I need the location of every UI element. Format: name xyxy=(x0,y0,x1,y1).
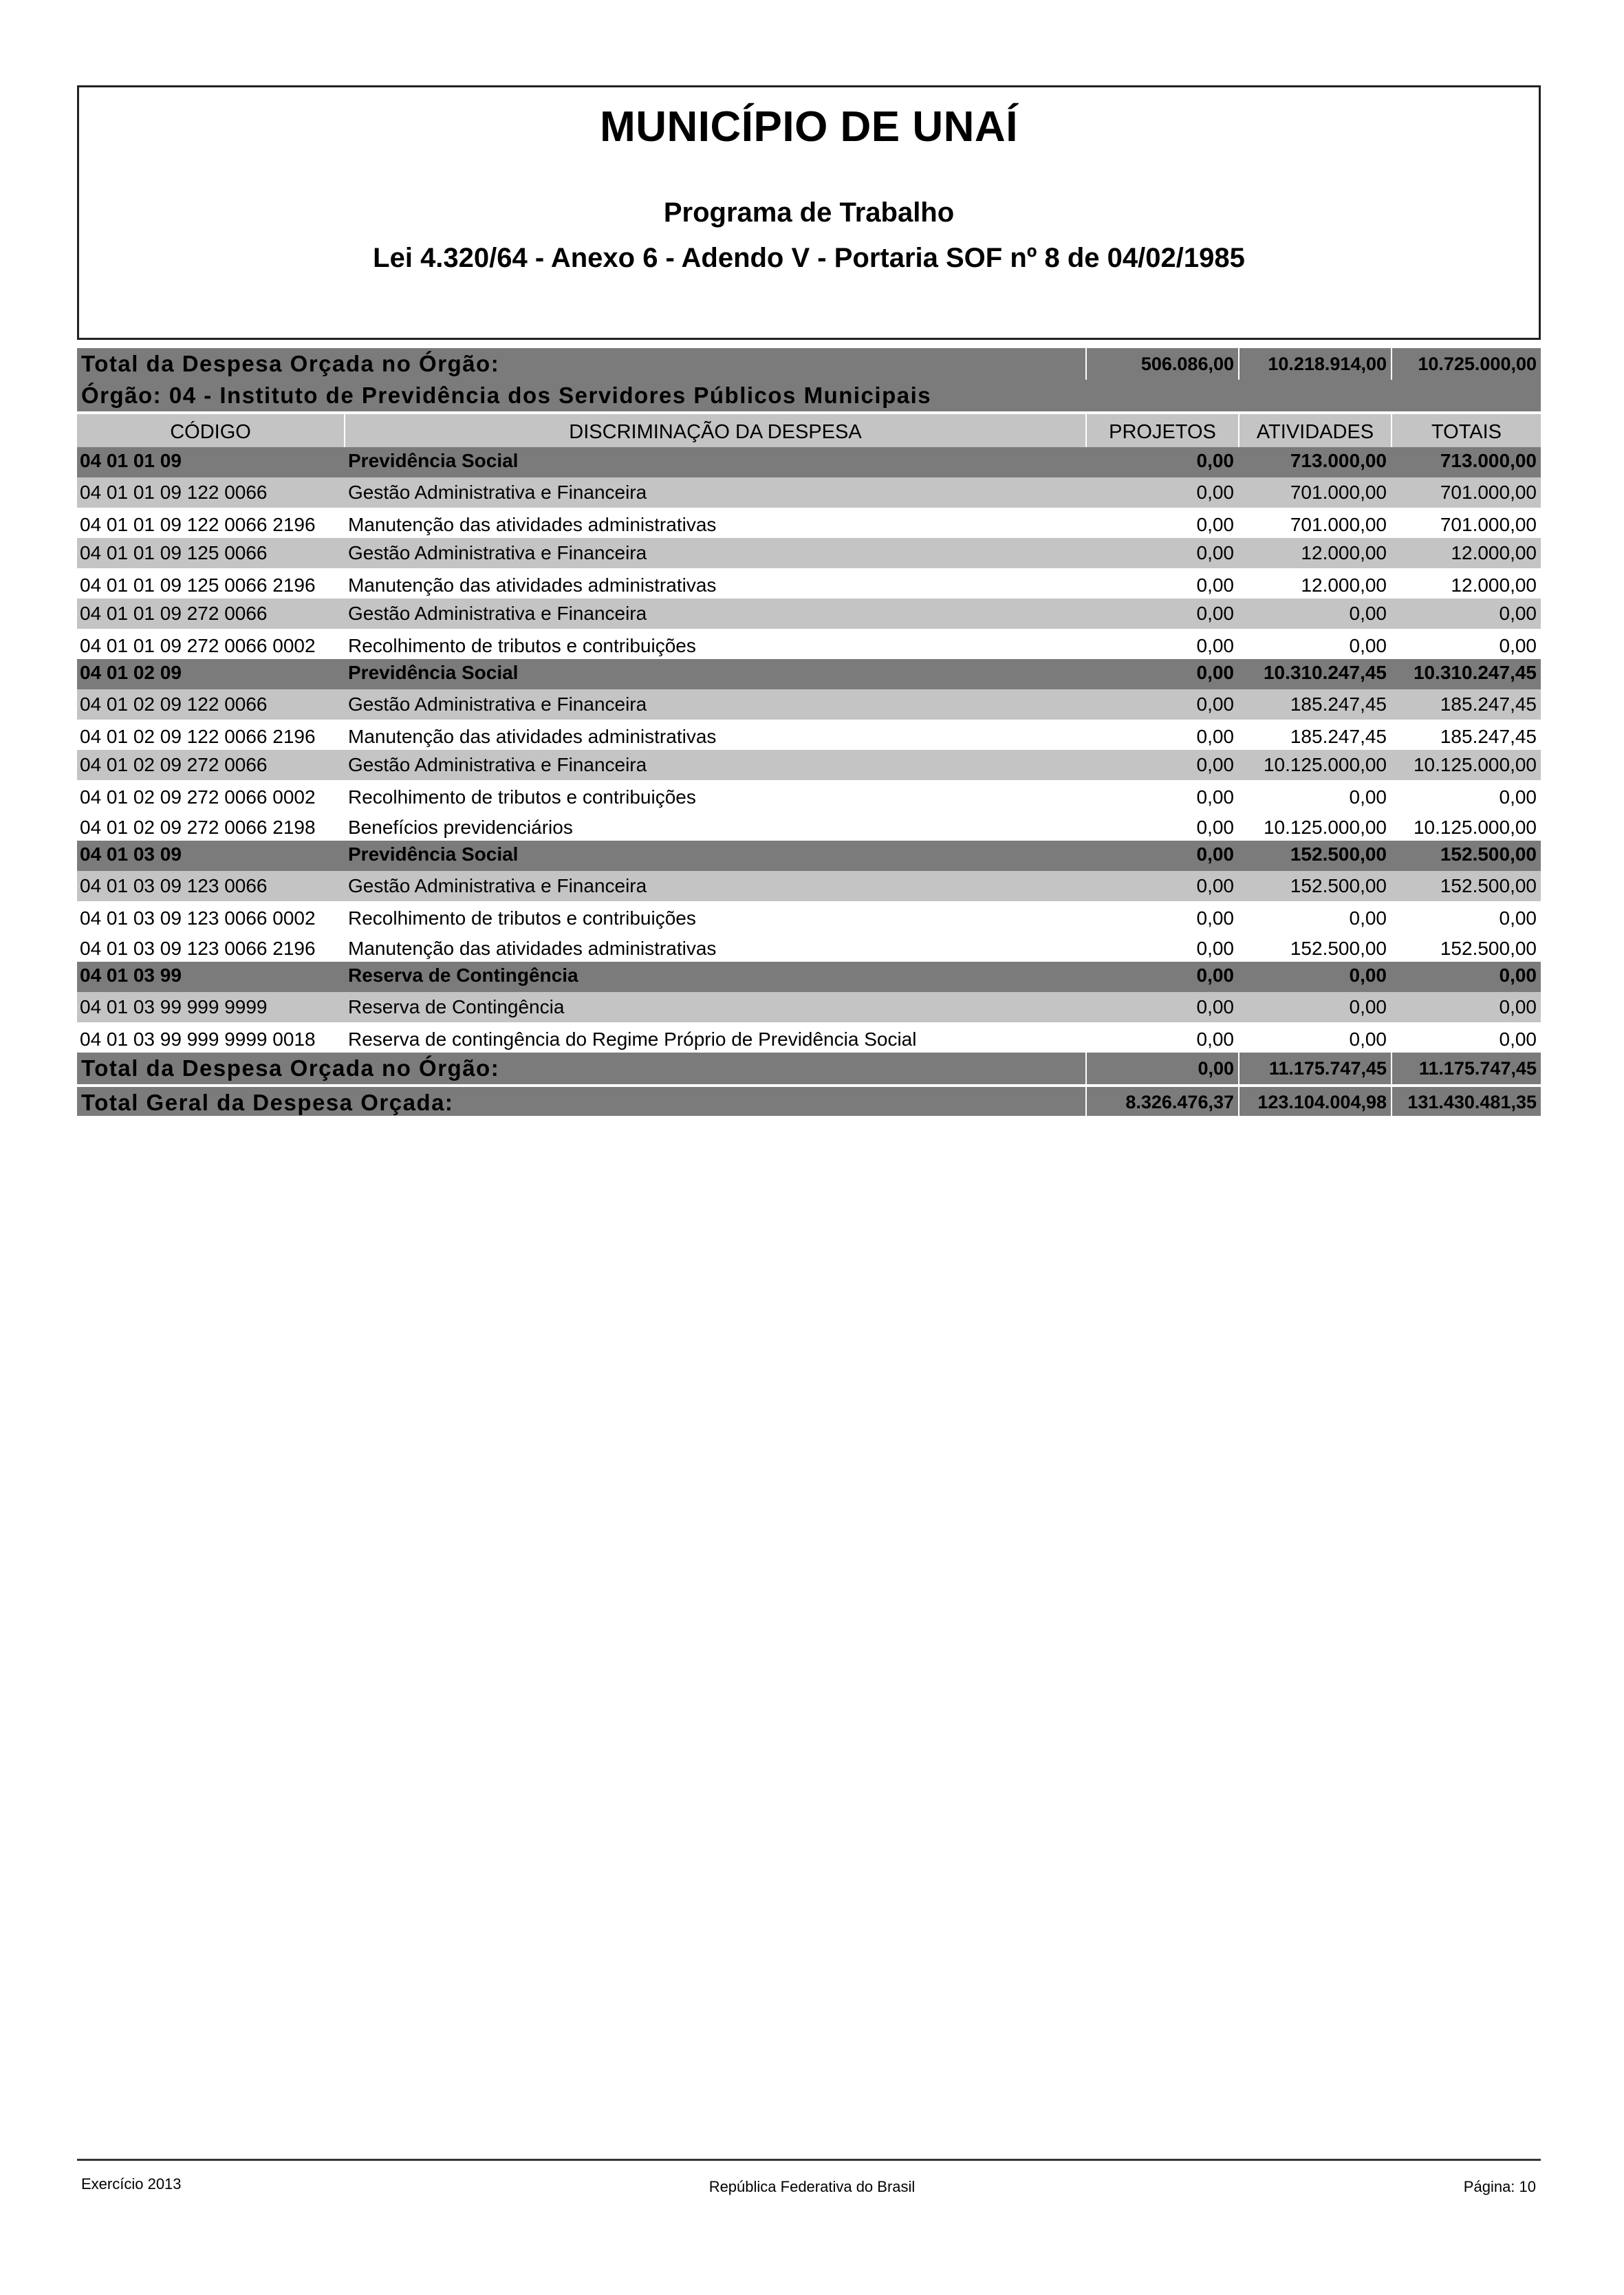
row-code: 04 01 03 99 xyxy=(80,965,182,986)
row-description: Gestão Administrativa e Financeira xyxy=(348,603,647,624)
row-description: Gestão Administrativa e Financeira xyxy=(348,875,647,896)
row-description: Manutenção das atividades administrativas xyxy=(348,938,717,959)
total-geral-atividades: 123.104.004,98 xyxy=(1238,1087,1391,1116)
row-description: Manutenção das atividades administrativas xyxy=(348,514,717,535)
row-atividades: 701.000,00 xyxy=(1290,514,1387,535)
row-code: 04 01 02 09 122 0066 xyxy=(80,693,268,715)
row-code: 04 01 01 09 122 0066 xyxy=(80,482,268,503)
footer-exercicio: Exercício 2013 xyxy=(81,2175,182,2192)
total-orgao-totais: 10.725.000,00 xyxy=(1391,348,1541,380)
row-projetos: 0,00 xyxy=(1196,754,1234,775)
table-row xyxy=(77,992,1541,1022)
orgao-label: Órgão: 04 - Instituto de Previdência dos Servidores Públicos Municipais xyxy=(81,383,932,408)
total-geral-row xyxy=(77,1084,1541,1116)
row-totais: 0,00 xyxy=(1499,786,1537,808)
row-code: 04 01 02 09 272 0066 0002 xyxy=(80,786,316,808)
row-code: 04 01 02 09 xyxy=(80,662,182,683)
row-totais: 12.000,00 xyxy=(1451,542,1537,563)
row-description: Recolhimento de tributos e contribuições xyxy=(348,786,696,808)
table-row xyxy=(77,568,1541,599)
row-totais: 10.125.000,00 xyxy=(1413,817,1537,838)
total-geral-label: Total Geral da Despesa Orçada: xyxy=(81,1090,454,1115)
total-geral-projetos: 8.326.476,37 xyxy=(1085,1087,1238,1116)
orgao-row xyxy=(77,380,1541,411)
total-orgao-projetos: 0,00 xyxy=(1085,1053,1238,1084)
row-totais: 0,00 xyxy=(1499,907,1537,929)
row-totais: 0,00 xyxy=(1499,635,1537,656)
row-description: Benefícios previdenciários xyxy=(348,817,573,838)
row-projetos: 0,00 xyxy=(1196,635,1234,656)
row-projetos: 0,00 xyxy=(1196,907,1234,929)
row-atividades: 10.125.000,00 xyxy=(1263,817,1387,838)
row-code: 04 01 03 09 123 0066 2196 xyxy=(80,938,316,959)
table-row xyxy=(77,841,1541,871)
col-header-totais: TOTAIS xyxy=(1391,414,1541,447)
row-totais: 713.000,00 xyxy=(1440,450,1537,471)
row-code: 04 01 03 09 xyxy=(80,843,182,865)
row-totais: 185.247,45 xyxy=(1440,693,1537,715)
row-atividades: 152.500,00 xyxy=(1290,843,1387,865)
table-row xyxy=(77,780,1541,810)
table-row xyxy=(77,689,1541,720)
row-code: 04 01 03 99 999 9999 xyxy=(80,996,268,1017)
row-description: Recolhimento de tributos e contribuições xyxy=(348,907,696,929)
row-atividades: 185.247,45 xyxy=(1290,726,1387,747)
row-projetos: 0,00 xyxy=(1196,693,1234,715)
table-body xyxy=(77,447,1541,1053)
total-orgao-totais: 11.175.747,45 xyxy=(1391,1053,1541,1084)
row-atividades: 10.310.247,45 xyxy=(1263,662,1387,683)
table-header xyxy=(77,411,1541,447)
row-code: 04 01 03 99 999 9999 0018 xyxy=(80,1028,316,1050)
row-totais: 10.310.247,45 xyxy=(1413,662,1537,683)
row-projetos: 0,00 xyxy=(1196,843,1234,865)
table-row xyxy=(77,1022,1541,1053)
row-totais: 0,00 xyxy=(1499,1028,1537,1050)
row-atividades: 713.000,00 xyxy=(1290,450,1387,471)
row-description: Previdência Social xyxy=(348,662,519,683)
report-subtitle: Programa de Trabalho xyxy=(663,197,955,228)
total-orgao-row xyxy=(77,348,1541,380)
row-atividades: 0,00 xyxy=(1349,786,1387,808)
row-atividades: 152.500,00 xyxy=(1290,875,1387,896)
total-orgao-atividades: 11.175.747,45 xyxy=(1238,1053,1391,1084)
row-projetos: 0,00 xyxy=(1196,450,1234,471)
row-totais: 0,00 xyxy=(1499,603,1537,624)
row-totais: 0,00 xyxy=(1499,965,1537,986)
report-legal-reference: Lei 4.320/64 - Anexo 6 - Adendo V - Portaria SOF nº 8 de 04/02/1985 xyxy=(373,243,1245,273)
row-description: Reserva de contingência do Regime Próprio de Previdência Social xyxy=(348,1028,917,1050)
row-projetos: 0,00 xyxy=(1196,662,1234,683)
row-totais: 12.000,00 xyxy=(1451,574,1537,596)
row-atividades: 10.125.000,00 xyxy=(1263,754,1387,775)
row-projetos: 0,00 xyxy=(1196,542,1234,563)
footer-page-number: Página: 10 xyxy=(1463,2178,1536,2195)
row-atividades: 152.500,00 xyxy=(1290,938,1387,959)
row-totais: 701.000,00 xyxy=(1440,482,1537,503)
table-row xyxy=(77,447,1541,477)
row-atividades: 0,00 xyxy=(1349,1028,1387,1050)
col-header-atividades: ATIVIDADES xyxy=(1238,414,1391,447)
row-totais: 152.500,00 xyxy=(1440,843,1537,865)
row-projetos: 0,00 xyxy=(1196,1028,1234,1050)
total-orgao-label: Total da Despesa Orçada no Órgão: xyxy=(81,1055,500,1081)
col-header-projetos: PROJETOS xyxy=(1085,414,1238,447)
total-orgao-row-bottom xyxy=(77,1053,1541,1084)
row-totais: 10.125.000,00 xyxy=(1413,754,1537,775)
row-totais: 152.500,00 xyxy=(1440,875,1537,896)
row-code: 04 01 01 09 122 0066 2196 xyxy=(80,514,316,535)
row-code: 04 01 03 09 123 0066 0002 xyxy=(80,907,316,929)
table-row xyxy=(77,659,1541,689)
row-atividades: 0,00 xyxy=(1349,996,1387,1017)
row-projetos: 0,00 xyxy=(1196,574,1234,596)
table-row xyxy=(77,750,1541,780)
row-description: Reserva de Contingência xyxy=(348,965,578,986)
row-projetos: 0,00 xyxy=(1196,875,1234,896)
row-code: 04 01 02 09 122 0066 2196 xyxy=(80,726,316,747)
total-orgao-label: Total da Despesa Orçada no Órgão: xyxy=(81,351,500,376)
row-code: 04 01 01 09 125 0066 xyxy=(80,542,268,563)
row-code: 04 01 02 09 272 0066 2198 xyxy=(80,817,316,838)
footer-country: República Federativa do Brasil xyxy=(708,2178,916,2195)
table-row xyxy=(77,901,1541,931)
row-code: 04 01 03 09 123 0066 xyxy=(80,875,268,896)
budget-table xyxy=(77,348,1541,1116)
table-row xyxy=(77,599,1541,629)
col-header-codigo: CÓDIGO xyxy=(170,421,251,443)
table-row xyxy=(77,629,1541,659)
row-projetos: 0,00 xyxy=(1196,996,1234,1017)
total-orgao-atividades: 10.218.914,00 xyxy=(1238,348,1391,380)
row-atividades: 0,00 xyxy=(1349,965,1387,986)
row-code: 04 01 02 09 272 0066 xyxy=(80,754,268,775)
row-description: Reserva de Contingência xyxy=(348,996,565,1017)
report-header xyxy=(77,85,1541,340)
table-row xyxy=(77,871,1541,901)
row-atividades: 0,00 xyxy=(1349,907,1387,929)
row-totais: 152.500,00 xyxy=(1440,938,1537,959)
row-description: Recolhimento de tributos e contribuições xyxy=(348,635,696,656)
table-row xyxy=(77,962,1541,992)
row-atividades: 12.000,00 xyxy=(1301,542,1387,563)
row-projetos: 0,00 xyxy=(1196,786,1234,808)
row-description: Gestão Administrativa e Financeira xyxy=(348,482,647,503)
row-description: Gestão Administrativa e Financeira xyxy=(348,693,647,715)
table-row xyxy=(77,538,1541,568)
table-row xyxy=(77,720,1541,750)
table-row xyxy=(77,810,1541,841)
row-description: Manutenção das atividades administrativas xyxy=(348,726,717,747)
row-projetos: 0,00 xyxy=(1196,482,1234,503)
row-projetos: 0,00 xyxy=(1196,603,1234,624)
row-description: Gestão Administrativa e Financeira xyxy=(348,754,647,775)
footer-divider xyxy=(77,2159,1541,2161)
row-description: Gestão Administrativa e Financeira xyxy=(348,542,647,563)
row-description: Previdência Social xyxy=(348,843,519,865)
row-atividades: 0,00 xyxy=(1349,635,1387,656)
row-projetos: 0,00 xyxy=(1196,817,1234,838)
row-description: Previdência Social xyxy=(348,450,519,471)
table-row xyxy=(77,931,1541,962)
row-code: 04 01 01 09 272 0066 xyxy=(80,603,268,624)
row-atividades: 701.000,00 xyxy=(1290,482,1387,503)
row-projetos: 0,00 xyxy=(1196,726,1234,747)
row-description: Manutenção das atividades administrativas xyxy=(348,574,717,596)
col-header-discriminacao: DISCRIMINAÇÃO DA DESPESA xyxy=(344,414,1085,447)
table-row xyxy=(77,477,1541,508)
row-code: 04 01 01 09 272 0066 0002 xyxy=(80,635,316,656)
row-code: 04 01 01 09 125 0066 2196 xyxy=(80,574,316,596)
row-atividades: 0,00 xyxy=(1349,603,1387,624)
total-geral-totais: 131.430.481,35 xyxy=(1391,1087,1541,1116)
row-projetos: 0,00 xyxy=(1196,965,1234,986)
row-totais: 185.247,45 xyxy=(1440,726,1537,747)
row-atividades: 12.000,00 xyxy=(1301,574,1387,596)
table-row xyxy=(77,508,1541,538)
row-code: 04 01 01 09 xyxy=(80,450,182,471)
row-totais: 0,00 xyxy=(1499,996,1537,1017)
row-atividades: 185.247,45 xyxy=(1290,693,1387,715)
row-totais: 701.000,00 xyxy=(1440,514,1537,535)
page-title: MUNICÍPIO DE UNAÍ xyxy=(600,103,1018,151)
total-orgao-projetos: 506.086,00 xyxy=(1085,348,1238,380)
row-projetos: 0,00 xyxy=(1196,938,1234,959)
row-projetos: 0,00 xyxy=(1196,514,1234,535)
